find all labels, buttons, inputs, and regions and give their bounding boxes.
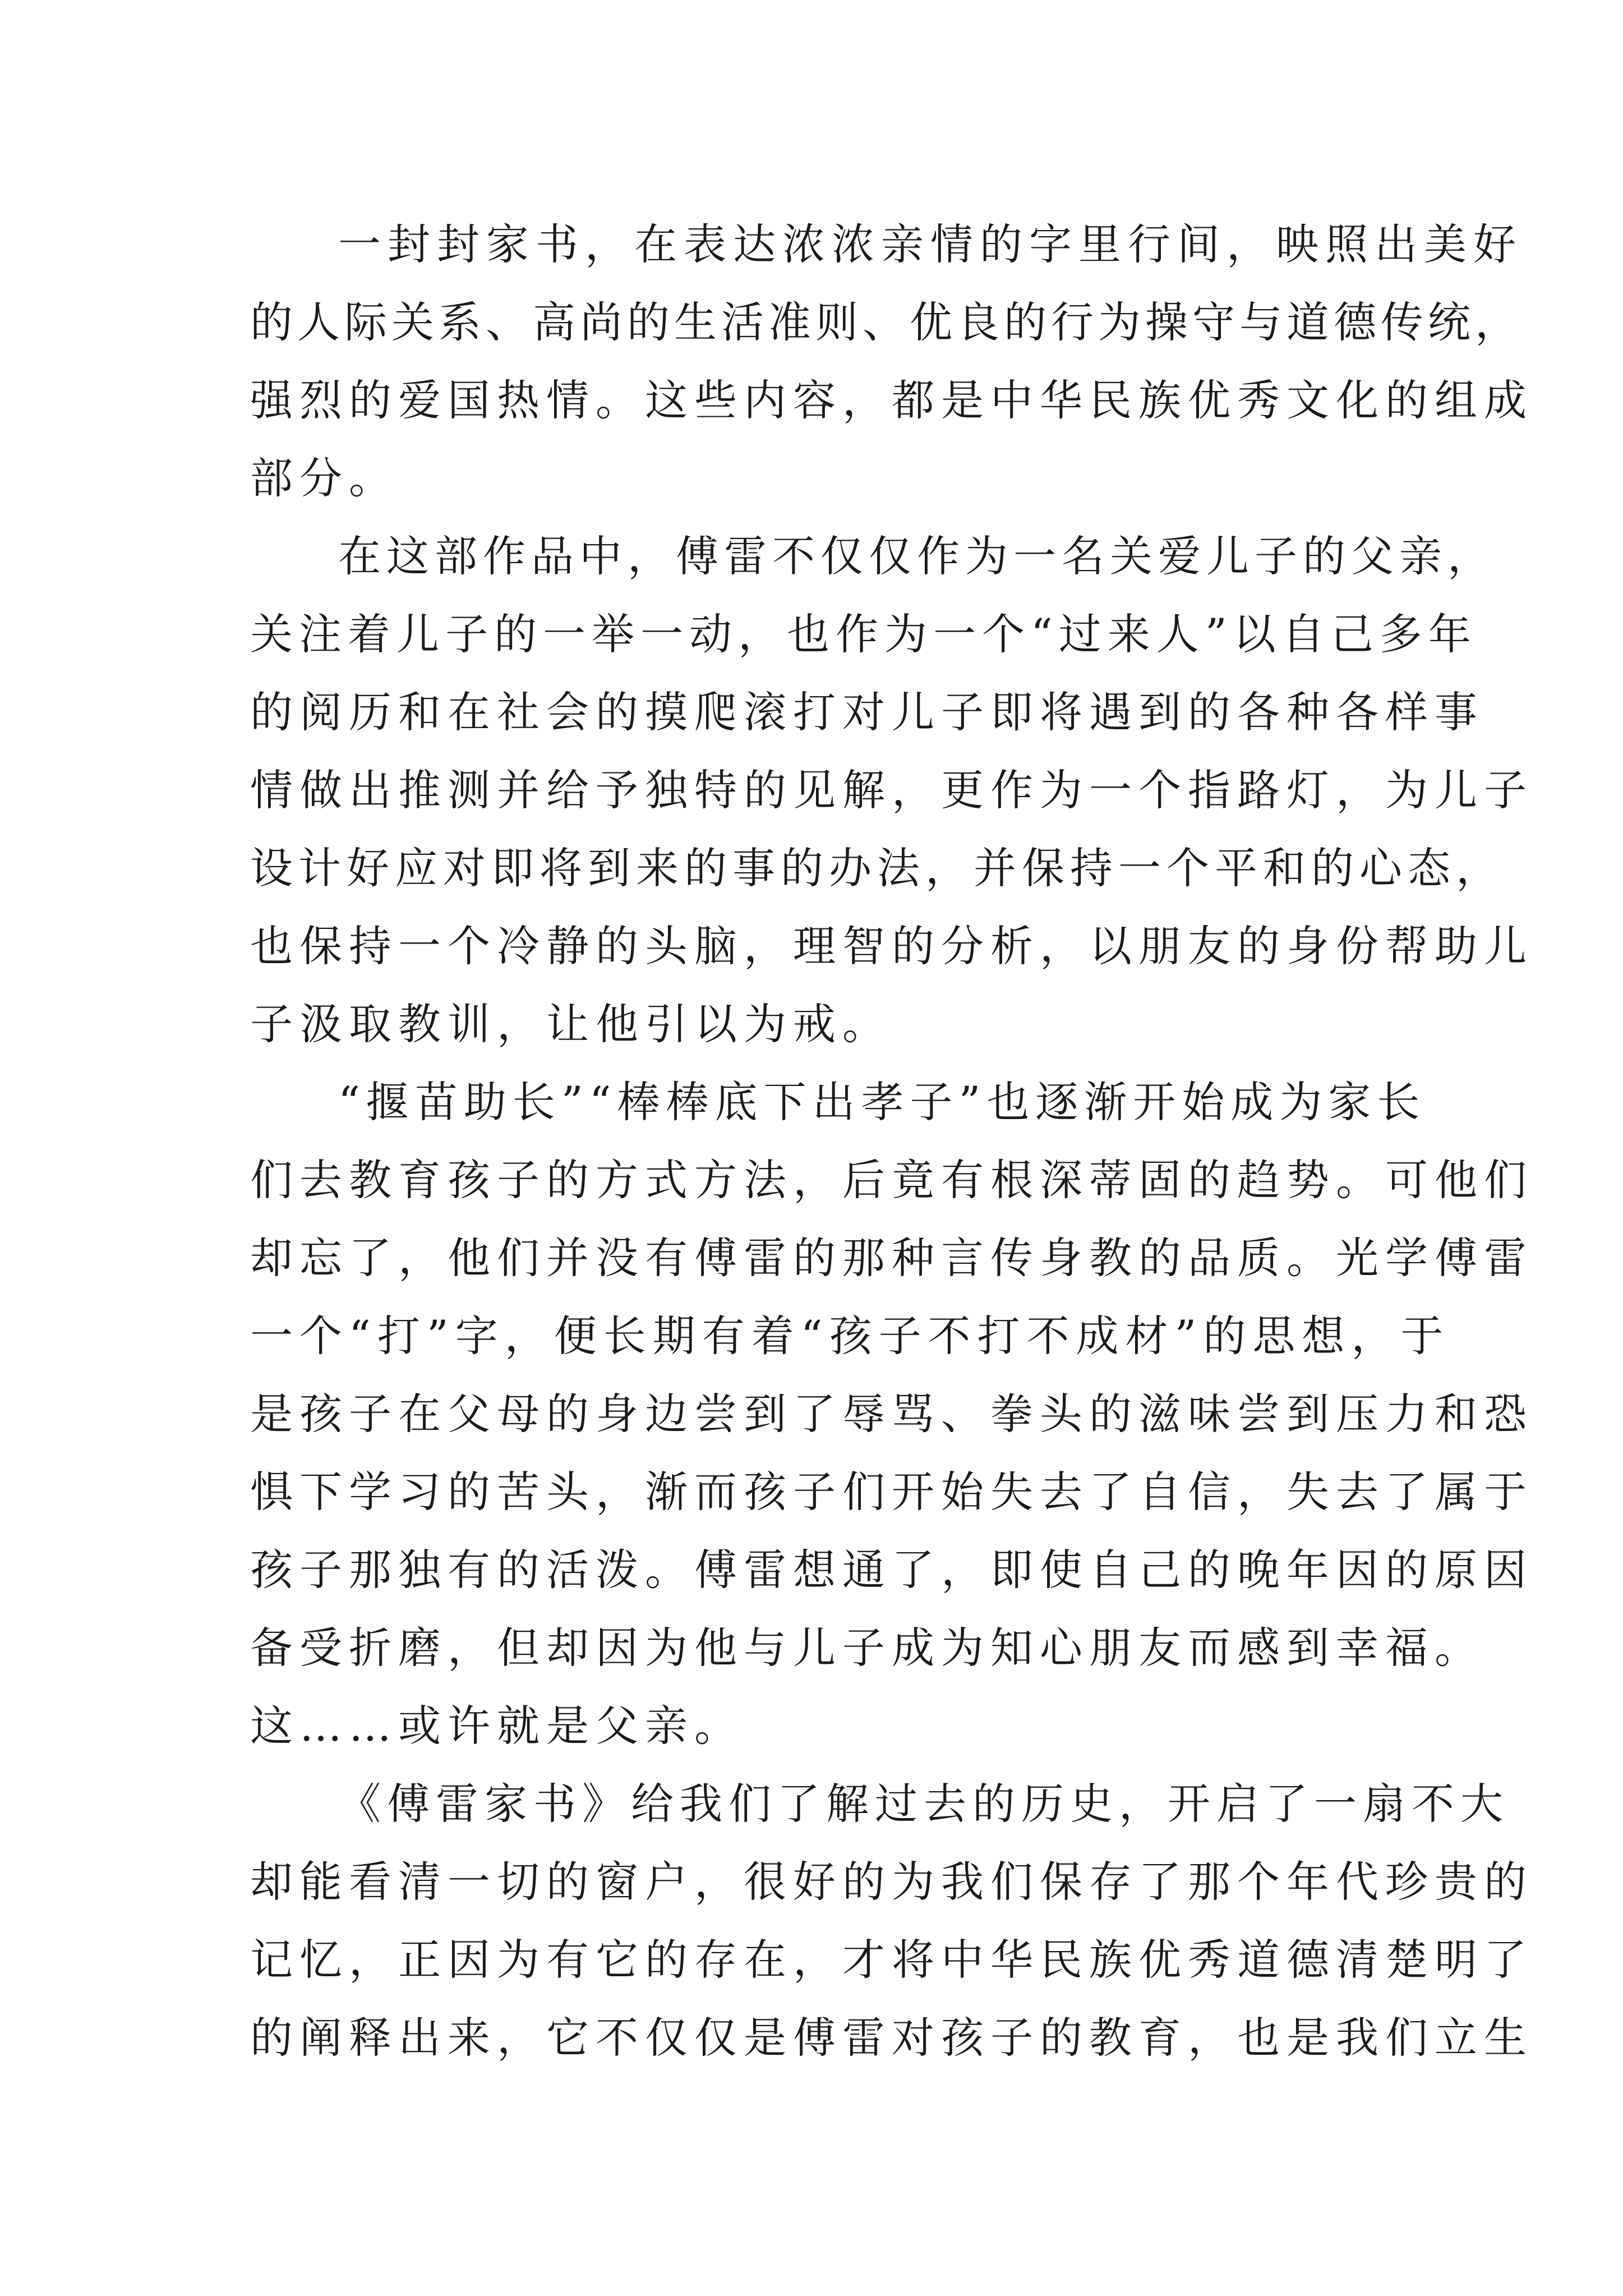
text-line: 的阅历和在社会的摸爬滚打对儿子即将遇到的各种各样事 (250, 687, 1484, 737)
text-line: 记忆，正因为有它的存在，才将中华民族优秀道德清楚明了 (250, 1935, 1533, 1985)
text-line: 却忘了，他们并没有傅雷的那种言传身教的品质。光学傅雷 (250, 1233, 1533, 1283)
text-line: 也保持一个冷静的头脑，理智的分析，以朋友的身份帮助儿 (250, 921, 1533, 971)
text-line: 却能看清一切的窗户，很好的为我们保存了那个年代珍贵的 (250, 1857, 1533, 1907)
text-line: 设计好应对即将到来的事的办法，并保持一个平和的心态， (250, 843, 1504, 893)
text-line: 《傅雷家书》给我们了解过去的历史，开启了一扇不大 (338, 1779, 1509, 1829)
text-line: 惧下学习的苦头，渐而孩子们开始失去了自信，失去了属于 (250, 1467, 1533, 1517)
text-line: “揠苗助长”“棒棒底下出孝子”也逐渐开始成为家长 (338, 1077, 1426, 1127)
text-line: 情做出推测并给予独特的见解，更作为一个指路灯，为儿子 (250, 765, 1533, 815)
text-line: 一个“打”字，便长期有着“孩子不打不成材”的思想，于 (250, 1311, 1450, 1361)
text-line: 的人际关系、高尚的生活准则、优良的行为操守与道德传统， (250, 297, 1522, 347)
text-line: 部分。 (250, 453, 398, 503)
text-line: 的阐释出来，它不仅仅是傅雷对孩子的教育，也是我们立生 (250, 2013, 1533, 2063)
text-line: 子汲取教训，让他引以为戒。 (250, 999, 892, 1049)
text-line: 是孩子在父母的身边尝到了辱骂、拳头的滋味尝到压力和恐 (250, 1389, 1533, 1439)
text-line: 强烈的爱国热情。这些内容，都是中华民族优秀文化的组成 (250, 375, 1533, 425)
text-line: 们去教育孩子的方式方法，后竟有根深蒂固的趋势。可他们 (250, 1155, 1533, 1205)
text-line: 在这部作品中，傅雷不仅仅作为一名关爱儿子的父亲， (338, 531, 1496, 581)
text-line: 一封封家书，在表达浓浓亲情的字里行间，映照出美好 (338, 219, 1523, 269)
text-line: 这……或许就是父亲。 (250, 1701, 744, 1751)
text-line: 备受折磨，但却因为他与儿子成为知心朋友而感到幸福。 (250, 1623, 1484, 1673)
text-line: 孩子那独有的活泼。傅雷想通了，即使自己的晚年因的原因 (250, 1545, 1533, 1595)
text-line: 关注着儿子的一举一动，也作为一个“过来人”以自己多年 (250, 609, 1477, 659)
